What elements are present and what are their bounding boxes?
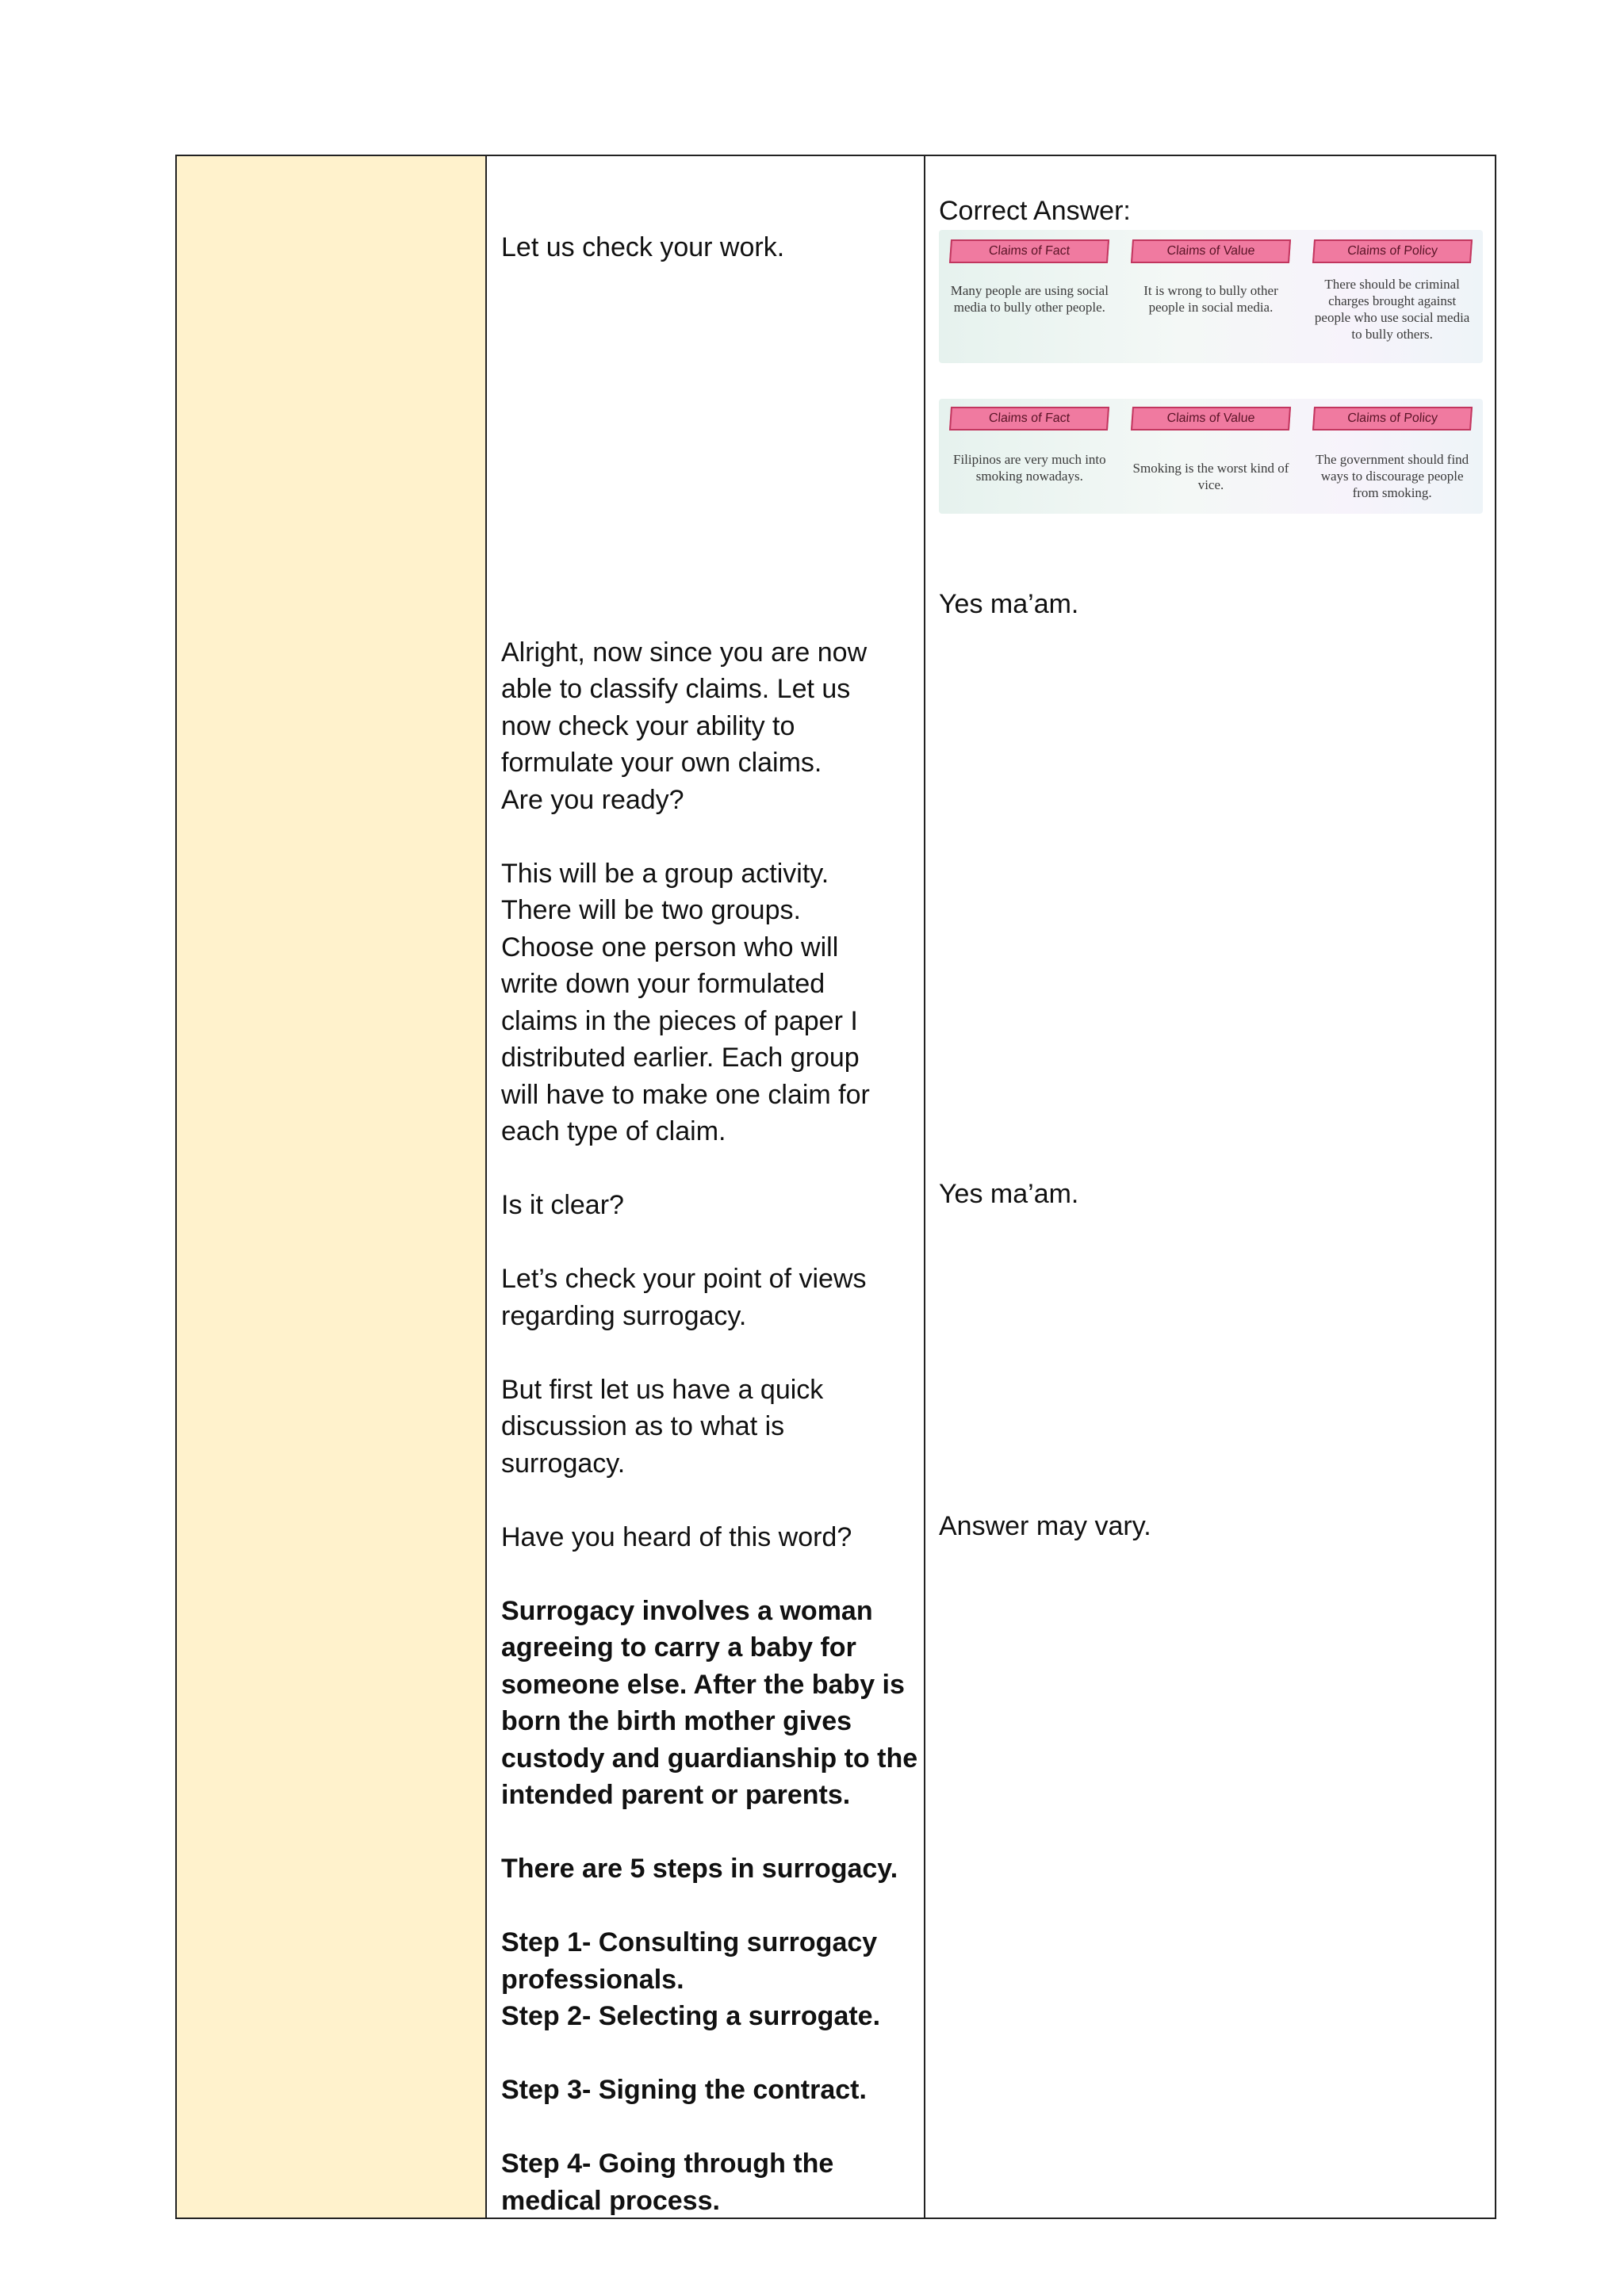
- claim-cell: Many people are using social media to bully other people.: [950, 283, 1109, 315]
- line: will have to make one claim for: [501, 1080, 870, 1110]
- answer-may-vary: Answer may vary.: [939, 1511, 1151, 1541]
- answer-yes-2: Yes ma’am.: [939, 1179, 1079, 1209]
- line: someone else. After the baby is: [501, 1670, 905, 1700]
- check-work-text: Let us check your work.: [501, 232, 785, 262]
- claims-header: Claims of Value: [1131, 239, 1291, 263]
- claim-cell: There should be criminal charges brought against people who use social media to bully others.: [1314, 277, 1470, 342]
- claims-header: Claims of Fact: [949, 407, 1109, 430]
- five-steps-text: There are 5 steps in surrogacy.: [501, 1854, 898, 1884]
- claims-header: Claims of Fact: [949, 239, 1109, 263]
- claims-header: Claims of Policy: [1312, 239, 1473, 263]
- line: But first let us have a quick: [501, 1375, 824, 1405]
- heard-word-text: Have you heard of this word?: [501, 1522, 852, 1552]
- step4-line: Step 4- Going through the: [501, 2149, 834, 2179]
- line: Alright, now since you are now: [501, 637, 868, 668]
- claim-cell: It is wrong to bully other people in social media.: [1143, 283, 1278, 315]
- column-teacher: [487, 156, 925, 2218]
- step1-line: professionals.: [501, 1965, 684, 1995]
- line: Let’s check your point of views: [501, 1264, 867, 1294]
- line: now check your ability to: [501, 711, 795, 741]
- claim-cell: Smoking is the worst kind of vice.: [1132, 461, 1289, 492]
- claim-cell: The government should find ways to discourage people from smoking.: [1316, 452, 1469, 500]
- line: write down your formulated: [501, 969, 825, 999]
- line: Are you ready?: [501, 785, 684, 815]
- line: claims in the pieces of paper I: [501, 1006, 858, 1036]
- line: agreeing to carry a baby for: [501, 1632, 856, 1663]
- claim-cell: Filipinos are very much into smoking nowadays.: [953, 452, 1106, 484]
- line: This will be a group activity.: [501, 859, 829, 889]
- line: discussion as to what is: [501, 1411, 785, 1441]
- lesson-table: [175, 155, 1496, 2219]
- step2-text: Step 2- Selecting a surrogate.: [501, 2001, 881, 2031]
- step1-line: Step 1- Consulting surrogacy: [501, 1927, 878, 1957]
- line: distributed earlier. Each group: [501, 1043, 860, 1073]
- step3-text: Step 3- Signing the contract.: [501, 2075, 867, 2105]
- answer-image-smoking: [939, 399, 1483, 514]
- claims-header: Claims of Policy: [1312, 407, 1473, 430]
- correct-answer-label: Correct Answer:: [939, 196, 1131, 226]
- line: able to classify claims. Let us: [501, 674, 851, 704]
- column-student: [925, 156, 1495, 2218]
- line: surrogacy.: [501, 1448, 626, 1479]
- step4-line: medical process.: [501, 2186, 720, 2216]
- column-left-blank: [177, 156, 487, 2218]
- line: There will be two groups.: [501, 895, 801, 925]
- line: formulate your own claims.: [501, 748, 822, 778]
- line: Choose one person who will: [501, 932, 839, 962]
- answer-image-bullying: [939, 230, 1483, 363]
- line: Surrogacy involves a woman: [501, 1596, 873, 1626]
- answer-yes-1: Yes ma’am.: [939, 589, 1079, 619]
- line: intended parent or parents.: [501, 1780, 851, 1810]
- line: regarding surrogacy.: [501, 1301, 747, 1331]
- claims-header: Claims of Value: [1131, 407, 1291, 430]
- line: born the birth mother gives: [501, 1706, 852, 1736]
- line: custody and guardianship to the: [501, 1743, 918, 1774]
- line: each type of claim.: [501, 1116, 726, 1146]
- is-clear-text: Is it clear?: [501, 1190, 624, 1220]
